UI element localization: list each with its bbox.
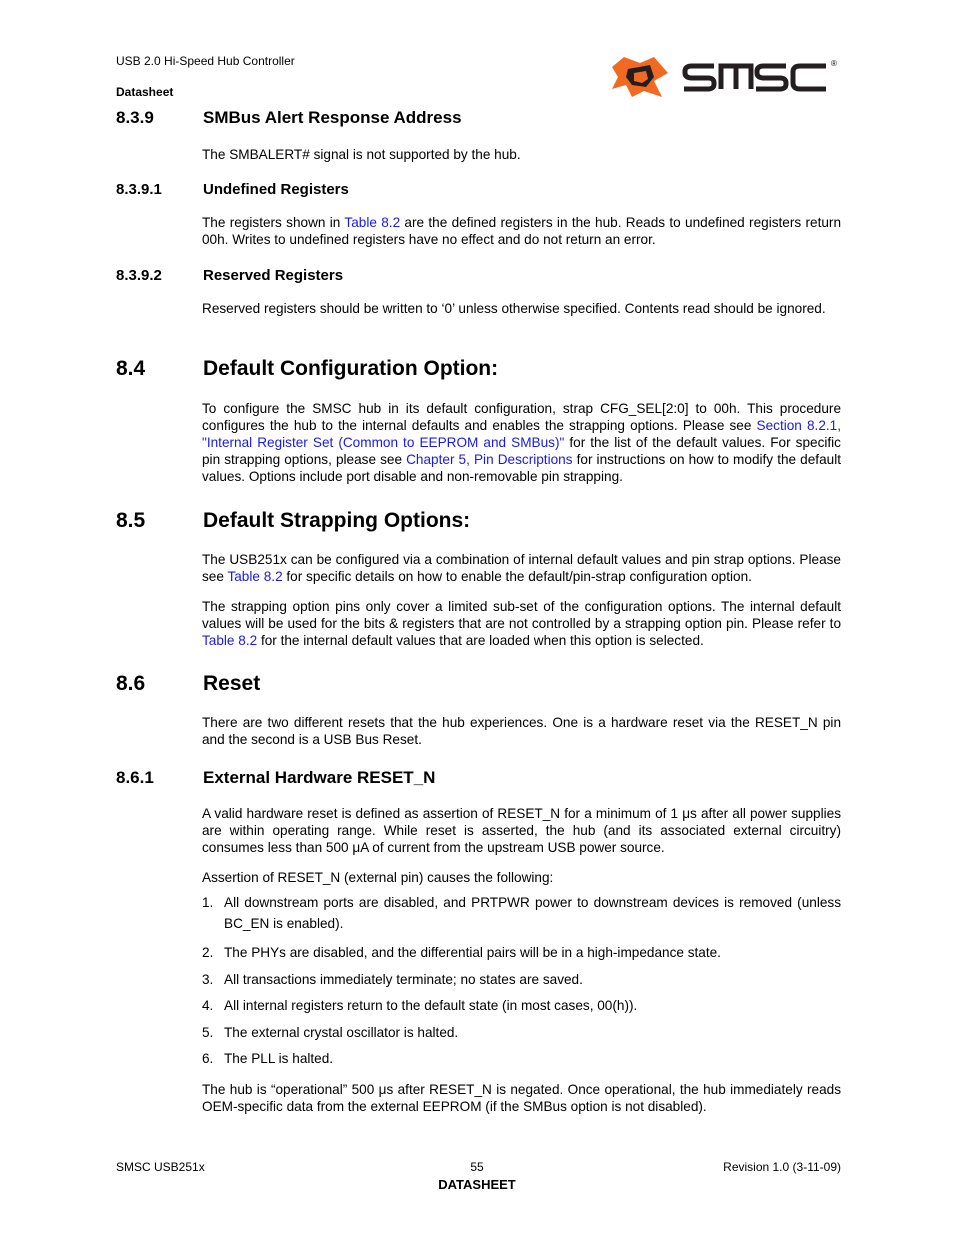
chapter-link[interactable]: Chapter 5, Pin Descriptions	[406, 452, 573, 467]
paragraph	[202, 400, 841, 485]
text-run: are the defined registers in the hub. Reads to undefined registers return 00h. Writes to undefined registers have no effect and do not return an error.	[202, 215, 841, 247]
list-number: 6.	[202, 1051, 214, 1066]
list-number: 2.	[202, 945, 214, 960]
section-title: Reserved Registers	[203, 267, 344, 284]
section-number: 8.3.9.1	[116, 181, 162, 198]
list-item	[202, 995, 841, 1016]
paragraph: Reserved registers should be written to ‘0’ unless otherwise specified. Contents read should be ignored.	[202, 301, 826, 316]
paragraph	[202, 551, 841, 585]
section-number: 8.6.1	[116, 768, 154, 787]
list-number: 4.	[202, 998, 214, 1013]
footer-left: SMSC USB251x	[116, 1160, 205, 1174]
section-number: 8.4	[116, 357, 146, 380]
section-number: 8.5	[116, 509, 146, 532]
text-run: for instructions on how to modify the default values. Options include port disable and non-removable pin strapping.	[202, 452, 841, 484]
table-link[interactable]: Table 8.2	[202, 633, 258, 648]
list-text: All downstream ports are disabled, and PRTPWR power to downstream devices is removed (unless BC_EN is enabled).	[224, 895, 841, 931]
list-text: The PHYs are disabled, and the differential pairs will be in a high-impedance state.	[224, 945, 721, 960]
list-item	[202, 1022, 841, 1043]
list-item	[202, 969, 841, 990]
text-run: for the internal default values that are loaded when this option is selected.	[257, 633, 704, 648]
registered-mark: ®	[831, 59, 837, 68]
paragraph	[202, 598, 841, 649]
list-text: All internal registers return to the default state (in most cases, 00(h)).	[224, 998, 638, 1013]
text-run: The USB251x can be configured via a combination of internal default values and pin strap options. Please see	[202, 552, 841, 584]
section-title: Default Strapping Options:	[203, 509, 471, 532]
list-item	[202, 942, 841, 963]
paragraph: The hub is “operational” 500 μs after RESET_N is negated. Once operational, the hub immediately reads OEM-specific data from the external EEPROM (if the SMBus option is not disabled).	[202, 1082, 841, 1114]
text-run: for specific details on how to enable the default/pin-strap configuration option.	[282, 569, 752, 584]
section-number: 8.6	[116, 672, 146, 695]
text-run: The strapping option pins only cover a limited sub-set of the configuration options. The internal default values will be used for the bits & registers that are not controlled by a strapping option pin. Please refer to	[202, 599, 841, 631]
paragraph: The SMBALERT# signal is not supported by the hub.	[202, 147, 521, 162]
list-item	[202, 892, 841, 934]
smsc-logo	[610, 55, 842, 99]
section-link[interactable]: Section 8.2.1, "Internal Register Set (Common to EEPROM and SMBus)"	[202, 418, 841, 450]
smsc-logo-icon	[610, 55, 842, 99]
list-text: All transactions immediately terminate; no states are saved.	[224, 972, 583, 987]
text-run: for the list of the default values. For specific pin strapping options, please see	[202, 435, 841, 467]
list-number: 1.	[202, 895, 214, 910]
list-number: 5.	[202, 1025, 214, 1040]
paragraph: Assertion of RESET_N (external pin) causes the following:	[202, 870, 554, 885]
section-title: Reset	[203, 672, 261, 695]
text-run: To configure the SMSC hub in its default configuration, strap CFG_SEL[2:0] to 00h. This procedure configures the hub to the internal defaults and enables the strapping options. Please see	[202, 401, 841, 433]
list-number: 3.	[202, 972, 214, 987]
footer-center: DATASHEET	[438, 1177, 516, 1192]
section-title: SMBus Alert Response Address	[203, 108, 462, 127]
section-title: External Hardware RESET_N	[203, 768, 436, 787]
table-link[interactable]: Table 8.2	[227, 569, 283, 584]
table-link[interactable]: Table 8.2	[344, 215, 401, 230]
section-number: 8.3.9.2	[116, 267, 162, 284]
section-title: Default Configuration Option:	[203, 357, 499, 380]
list-text: The external crystal oscillator is halted.	[224, 1025, 459, 1040]
text-run: The registers shown in	[202, 215, 345, 230]
paragraph: There are two different resets that the hub experiences. One is a hardware reset via the RESET_N pin and the second is a USB Bus Reset.	[202, 715, 841, 747]
doc-title: USB 2.0 Hi-Speed Hub Controller	[116, 54, 295, 68]
page-number: 55	[470, 1160, 484, 1174]
list-item	[202, 1048, 841, 1069]
paragraph: A valid hardware reset is defined as assertion of RESET_N for a minimum of 1 μs after all power supplies are within operating range. While reset is asserted, the hub (and its associated external circuitry) consumes less than 500 μA of current from the upstream USB power source.	[202, 806, 841, 855]
footer-right: Revision 1.0 (3-11-09)	[723, 1160, 841, 1174]
section-title: Undefined Registers	[203, 181, 349, 198]
section-number: 8.3.9	[116, 108, 154, 127]
list-text: The PLL is halted.	[224, 1051, 334, 1066]
doc-subtitle: Datasheet	[116, 85, 174, 99]
paragraph	[202, 214, 841, 248]
